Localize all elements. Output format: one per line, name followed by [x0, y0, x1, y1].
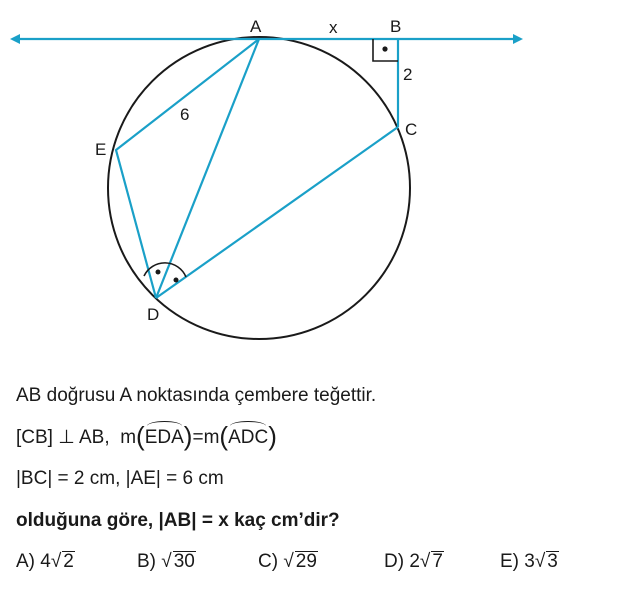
circle [108, 37, 413, 339]
segment-ae-ed [116, 39, 259, 298]
option-coef: 4 [40, 551, 51, 572]
segment-dc [156, 127, 398, 298]
option-label: B) [137, 551, 156, 572]
segment-label-bc: 2 [403, 65, 413, 84]
measure-symbol-2: m [203, 427, 220, 448]
sqrt-icon: √ [50, 551, 62, 572]
segment-label-x: x [329, 18, 338, 37]
paren-open-1: ( [136, 421, 145, 451]
sqrt-icon: √ [534, 551, 546, 572]
option-label: E) [500, 551, 519, 572]
point-label-e: E [95, 140, 107, 159]
arc-adc: ADC [228, 427, 269, 448]
angle-dot-1 [156, 270, 161, 275]
sqrt-icon: √ [419, 551, 431, 572]
condition-line-1 [16, 421, 277, 451]
arc-eda: EDA [144, 427, 184, 448]
point-label-d: D [147, 305, 160, 324]
option-coef: 3 [524, 551, 535, 572]
option-radicand: 2 [63, 551, 74, 572]
option-label: D) [384, 551, 405, 572]
option-radicand: 30 [173, 551, 195, 572]
paren-close-1: ) [183, 421, 193, 451]
option-c[interactable] [258, 551, 318, 573]
option-coef: 2 [409, 551, 420, 572]
point-label-c: C [405, 120, 418, 139]
angle-dot-2 [174, 278, 179, 283]
option-radicand: 7 [432, 551, 443, 572]
sqrt-icon: √ [161, 551, 172, 572]
right-angle-dot [382, 46, 387, 51]
answer-options [16, 551, 616, 581]
option-b[interactable] [137, 551, 196, 573]
option-label: C) [258, 551, 279, 572]
sqrt-icon: √ [283, 551, 294, 572]
option-radicand: 3 [547, 551, 558, 572]
problem-statement: AB doğrusu A noktasında çembere teğettir. [16, 385, 377, 406]
question-text: olduğuna göre, |AB| = x kaç cm’dir? [16, 510, 340, 531]
point-label-a: A [250, 17, 262, 36]
option-label: A) [16, 551, 35, 572]
point-label-b: B [390, 17, 402, 36]
option-radicand: 29 [295, 551, 317, 572]
option-a[interactable] [16, 551, 75, 573]
measure-symbol-1: m [120, 427, 137, 448]
paren-open-2: ( [219, 421, 229, 451]
option-d[interactable] [384, 551, 444, 573]
equals-sign: = [192, 427, 204, 448]
condition-line-2: |BC| = 2 cm, |AE| = 6 cm [16, 468, 224, 489]
paren-close-2: ) [268, 421, 277, 451]
option-e[interactable] [500, 551, 559, 573]
perpendicular-condition: [CB] ⊥ AB, [16, 427, 110, 448]
segment-label-ae: 6 [180, 105, 190, 124]
